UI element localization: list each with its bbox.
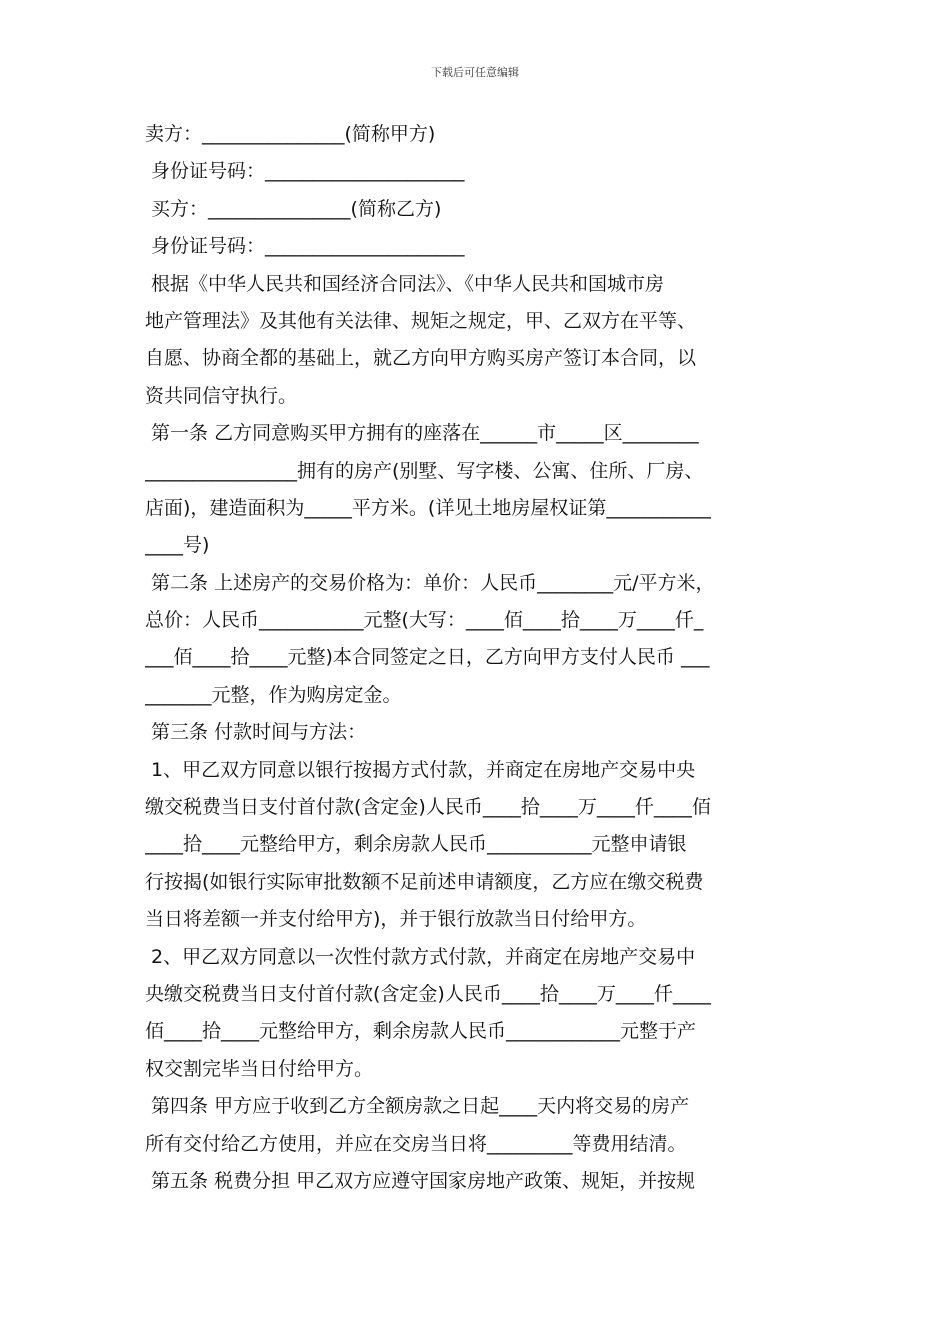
article-3-item-1-line: 行按揭(如银行实际审批数额不足前述申请额度，乙方应在缴交税费: [145, 870, 704, 893]
preamble-line: 资共同信守执行。: [145, 384, 298, 407]
buyer-id-line: 身份证号码：_____________________: [145, 235, 465, 258]
seller-line: 卖方：_______________(简称甲方): [145, 123, 436, 145]
article-3-item-1-line: 当日将差额一并支付给甲方)，并于银行放款当日付给甲方。: [145, 908, 647, 931]
article-3-item-2-line: 2、甲乙双方同意以一次性付款方式付款，并商定在房地产交易中: [145, 945, 696, 968]
article-3-heading: 第三条 付款时间与方法：: [145, 721, 367, 744]
article-1-line: 第一条 乙方同意购买甲方拥有的座落在______市_____区________: [145, 422, 699, 445]
article-2-line: _______元整，作为购房定金。: [145, 683, 402, 706]
article-5-line: 第五条 税费分担 甲乙双方应遵守国家房地产政策、规矩，并按规: [145, 1169, 696, 1192]
article-2-line: ___佰____拾____元整)本合同签定之日，乙方向甲方支付人民币 ___: [145, 646, 710, 669]
buyer-line: 买方：_______________(简称乙方): [145, 197, 442, 220]
preamble-line: 根据《中华人民共和国经济合同法》、《中华人民共和国城市房: [145, 272, 665, 295]
article-3-item-1-line: 缴交税费当日支付首付款(含定金)人民币____拾____万____仟____佰: [145, 796, 711, 819]
article-4-line: 第四条 甲方应于收到乙方全额房款之日起____天内将交易的房产: [145, 1095, 690, 1118]
article-1-line: ____号): [145, 534, 210, 557]
contract-body: [145, 116, 805, 1200]
article-1-line: 店面)，建造面积为_____平方米。(详见土地房屋权证第___________: [145, 496, 711, 519]
page-header: 下载后可任意编辑: [431, 66, 519, 79]
article-4-line: 所有交付给乙方使用，并应在交房当日将_________等费用结清。: [145, 1132, 687, 1155]
seller-id-line: 身份证号码：_____________________: [145, 160, 465, 183]
article-3-item-2-line: 佰____拾____元整给甲方，剩余房款人民币____________元整于产: [145, 1020, 697, 1043]
article-1-line: ________________拥有的房产(别墅、写字楼、公寓、住所、厂房、: [145, 459, 704, 482]
article-3-item-1-line: 1、甲乙双方同意以银行按揭方式付款，并商定在房地产交易中央: [145, 758, 696, 781]
article-3-item-2-line: 权交割完毕当日付给甲方。: [145, 1057, 374, 1080]
article-2-line: 总价：人民币___________元整(大写：____佰____拾____万____仟_: [145, 609, 704, 632]
preamble-line: 自愿、协商全都的基础上，就乙方向甲方购买房产签订本合同，以: [145, 347, 697, 370]
article-3-item-1-line: ____拾____元整给甲方，剩余房款人民币___________元整申请银: [145, 833, 687, 856]
article-2-line: 第二条 上述房产的交易价格为：单价：人民币________元/平方米，: [145, 571, 715, 594]
preamble-line: 地产管理法》及其他有关法律、规矩之规定，甲、乙双方在平等、: [145, 309, 697, 332]
article-3-item-2-line: 央缴交税费当日支付首付款(含定金)人民币____拾____万____仟____: [145, 982, 711, 1005]
